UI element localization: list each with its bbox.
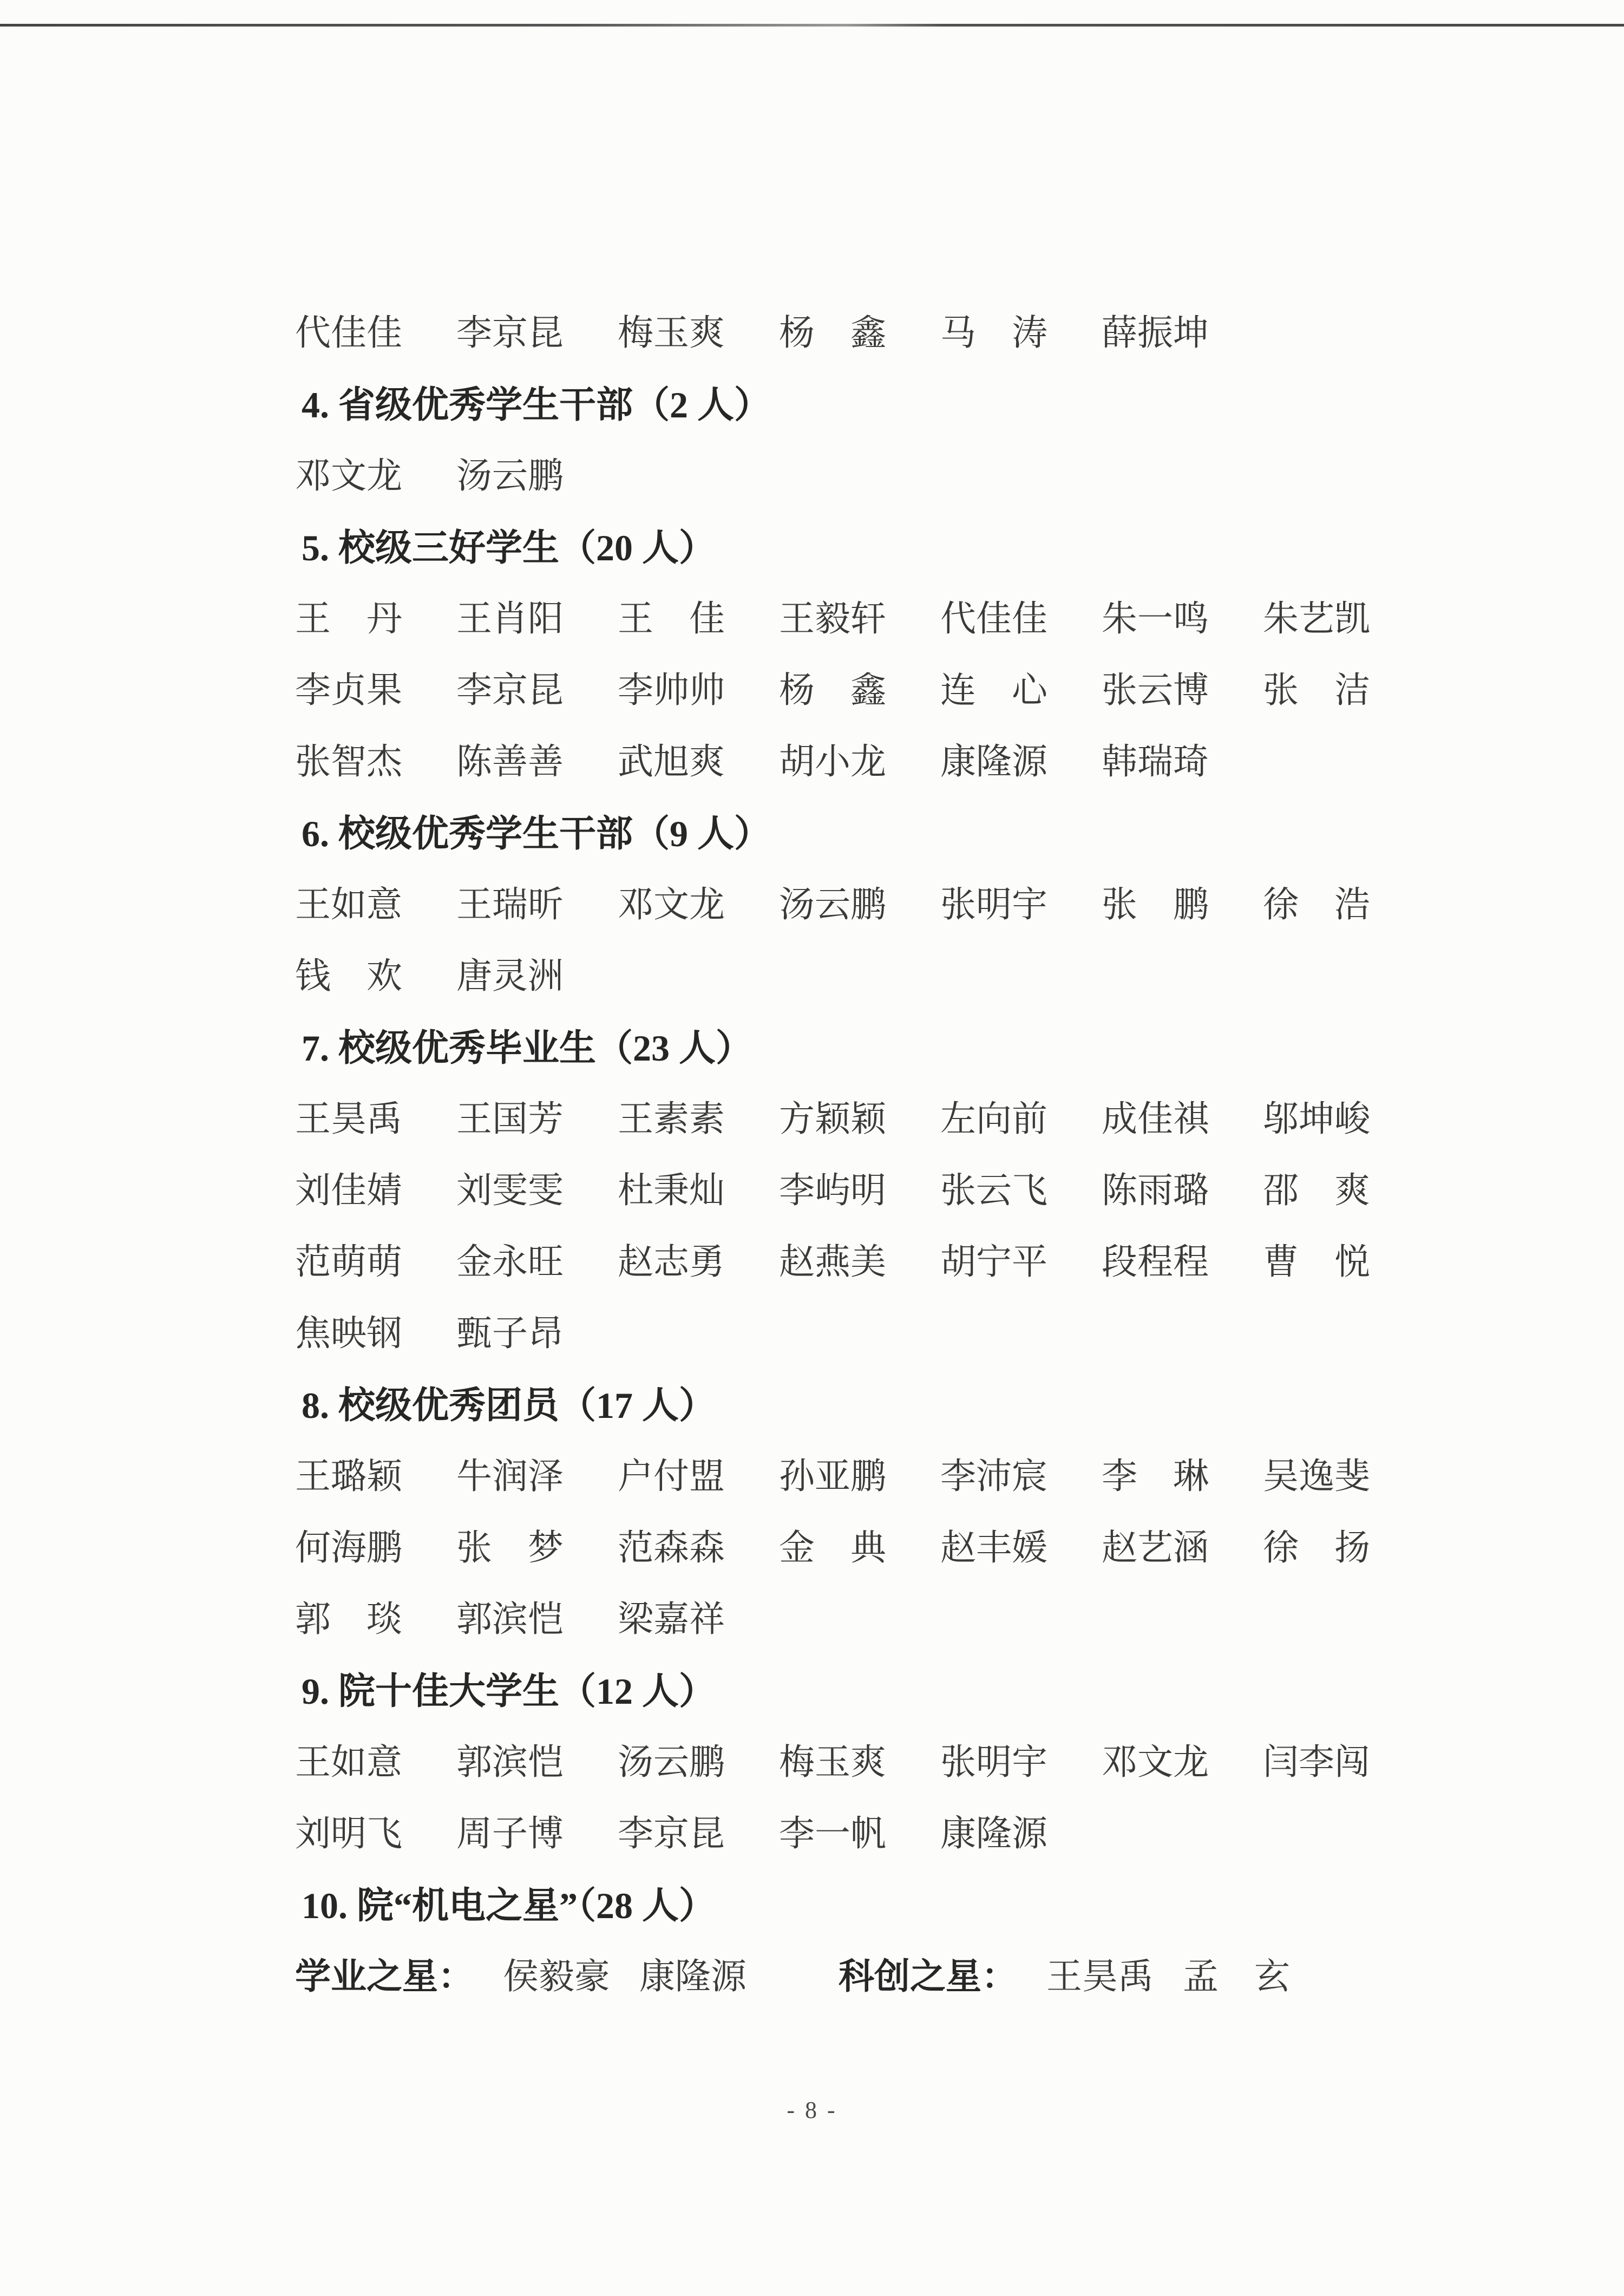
person-name: 陈善善 (456, 742, 564, 782)
person-name: 吴逸斐 (1263, 1457, 1370, 1496)
person-name: 何海鹏 (295, 1528, 402, 1568)
person-name: 金 典 (779, 1528, 886, 1568)
person-name: 段程程 (1102, 1242, 1209, 1282)
person-name: 徐 扬 (1263, 1528, 1370, 1568)
person-name: 刘明飞 (295, 1814, 402, 1854)
person-name: 邓文龙 (295, 456, 402, 496)
person-name: 闫李闯 (1263, 1743, 1370, 1782)
person-name: 范萌萌 (295, 1242, 402, 1282)
person-name: 邓文龙 (618, 885, 725, 925)
person-name: 邵 爽 (1263, 1171, 1370, 1211)
person-name: 李 琳 (1102, 1457, 1209, 1496)
award-category-label: 学业之星： (295, 1957, 474, 1997)
person-name: 周子博 (456, 1814, 564, 1854)
person-name: 朱艺凯 (1263, 599, 1370, 639)
person-name: 康隆源 (940, 1814, 1047, 1854)
section-heading: 6. 校级优秀学生干部（9 人） (302, 813, 771, 854)
person-name: 杨 鑫 (779, 671, 886, 710)
person-name: 张 梦 (456, 1528, 564, 1568)
name-row (295, 1727, 1405, 1798)
person-name: 杜秉灿 (618, 1171, 725, 1211)
person-name: 户付盟 (618, 1457, 725, 1496)
person-name: 康隆源 (940, 742, 1047, 782)
person-name: 代佳佳 (295, 313, 402, 353)
person-name: 李贞果 (295, 671, 402, 710)
person-name: 金永旺 (456, 1242, 564, 1282)
person-name: 赵丰媛 (940, 1528, 1047, 1568)
person-name: 侯毅豪 (503, 1957, 610, 1997)
name-row (295, 1298, 1405, 1370)
award-category-group (295, 1959, 746, 1995)
person-name: 王国芳 (456, 1100, 564, 1139)
person-name: 王毅轩 (779, 599, 886, 639)
person-name: 李京昆 (456, 671, 564, 710)
person-name: 梅玉爽 (779, 1743, 886, 1782)
person-name: 曹 悦 (1263, 1242, 1370, 1282)
person-name: 成佳祺 (1102, 1100, 1209, 1139)
name-row (295, 298, 1405, 369)
person-name: 赵燕美 (779, 1242, 886, 1282)
person-name: 牛润泽 (456, 1457, 564, 1496)
person-name: 焦映钢 (295, 1314, 402, 1353)
person-name: 朱一鸣 (1102, 599, 1209, 639)
person-name: 孟 玄 (1183, 1957, 1290, 1997)
section-heading: 10. 院“机电之星”（28 人） (302, 1885, 716, 1926)
person-name: 徐 浩 (1263, 885, 1370, 925)
person-name: 代佳佳 (940, 599, 1047, 639)
person-name: 杨 鑫 (779, 313, 886, 353)
person-name: 武旭爽 (618, 742, 725, 782)
person-name: 张智杰 (295, 742, 402, 782)
name-row (295, 1084, 1405, 1155)
person-name: 孙亚鹏 (779, 1457, 886, 1496)
section-heading: 9. 院十佳大学生（12 人） (302, 1671, 716, 1712)
name-row (295, 655, 1405, 727)
person-name: 唐灵洲 (456, 957, 564, 996)
person-name: 李京昆 (456, 313, 564, 353)
person-name: 张明宇 (940, 1743, 1047, 1782)
person-name: 汤云鹏 (779, 885, 886, 925)
person-name: 连 心 (940, 671, 1047, 710)
award-category-group (839, 1959, 1290, 1995)
page-number: - 8 - (787, 2097, 837, 2123)
section-heading: 8. 校级优秀团员（17 人） (302, 1385, 716, 1426)
name-row (295, 441, 1405, 512)
person-name: 郭 琰 (295, 1600, 402, 1639)
name-row (295, 584, 1405, 655)
person-name: 邓文龙 (1102, 1743, 1209, 1782)
person-name: 梁嘉祥 (618, 1600, 725, 1639)
person-name: 刘佳婧 (295, 1171, 402, 1211)
person-name: 王 佳 (618, 599, 725, 639)
award-list (295, 298, 1405, 2013)
name-row (295, 1798, 1405, 1870)
person-name: 汤云鹏 (618, 1743, 725, 1782)
person-name: 胡宁平 (940, 1242, 1047, 1282)
person-name: 邬坤峻 (1263, 1100, 1370, 1139)
section-heading: 5. 校级三好学生（20 人） (302, 527, 716, 568)
person-name: 赵艺涵 (1102, 1528, 1209, 1568)
person-name: 康隆源 (639, 1957, 746, 1997)
person-name: 汤云鹏 (456, 456, 564, 496)
person-name: 王昊禹 (1046, 1957, 1154, 1997)
person-name: 郭滨恺 (456, 1600, 564, 1639)
person-name: 郭滨恺 (456, 1743, 564, 1782)
person-name: 赵志勇 (618, 1242, 725, 1282)
person-name: 王如意 (295, 885, 402, 925)
person-name: 王肖阳 (456, 599, 564, 639)
person-name: 钱 欢 (295, 957, 402, 996)
person-name: 王如意 (295, 1743, 402, 1782)
labeled-name-row (295, 1941, 1405, 2013)
person-name: 王瑞昕 (456, 885, 564, 925)
person-name: 张 鹏 (1102, 885, 1209, 925)
award-category-label: 科创之星： (839, 1957, 1017, 1997)
section-heading: 4. 省级优秀学生干部（2 人） (302, 384, 771, 426)
name-row (295, 941, 1405, 1012)
name-row (295, 1513, 1405, 1584)
person-name: 李帅帅 (618, 671, 725, 710)
person-name: 薛振坤 (1102, 313, 1209, 353)
person-name: 韩瑞琦 (1102, 742, 1209, 782)
name-row (295, 1155, 1405, 1227)
name-row (295, 1441, 1405, 1513)
name-row (295, 869, 1405, 941)
person-name: 王素素 (618, 1100, 725, 1139)
scan-artifact-line (0, 24, 1624, 27)
name-row (295, 727, 1405, 798)
person-name: 左向前 (940, 1100, 1047, 1139)
person-name: 方颖颖 (779, 1100, 886, 1139)
person-name: 梅玉爽 (618, 313, 725, 353)
person-name: 张云飞 (940, 1171, 1047, 1211)
person-name: 张云博 (1102, 671, 1209, 710)
person-name: 王 丹 (295, 599, 402, 639)
person-name: 甄子昂 (456, 1314, 564, 1353)
person-name: 陈雨璐 (1102, 1171, 1209, 1211)
person-name: 李京昆 (618, 1814, 725, 1854)
person-name: 张明宇 (940, 885, 1047, 925)
person-name: 王璐颖 (295, 1457, 402, 1496)
person-name: 王昊禹 (295, 1100, 402, 1139)
name-row (295, 1584, 1405, 1656)
name-row (295, 1227, 1405, 1298)
person-name: 张 洁 (1263, 671, 1370, 710)
person-name: 李沛宸 (940, 1457, 1047, 1496)
person-name: 李屿明 (779, 1171, 886, 1211)
person-name: 范森森 (618, 1528, 725, 1568)
person-name: 胡小龙 (779, 742, 886, 782)
person-name: 刘雯雯 (456, 1171, 564, 1211)
section-heading: 7. 校级优秀毕业生（23 人） (302, 1028, 753, 1069)
person-name: 马 涛 (940, 313, 1047, 353)
person-name: 李一帆 (779, 1814, 886, 1854)
